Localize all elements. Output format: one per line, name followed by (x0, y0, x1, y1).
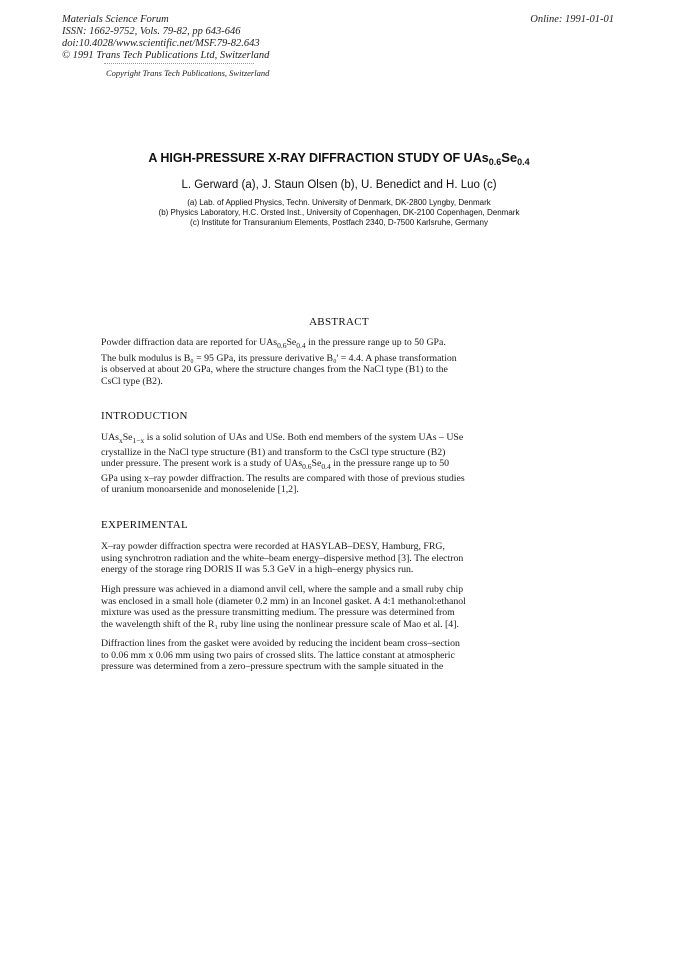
text-span: in the pressure range up to 50 GPa. (305, 337, 446, 348)
doi-line: doi:10.4028/www.scientific.net/MSF.79-82.643 (62, 38, 260, 49)
experimental-paragraph-2 (101, 584, 571, 630)
abstract-line: The bulk modulus is B₀ = 95 GPa, its pressure derivative B₀' = 4.4. A phase transformation (101, 352, 457, 364)
text-span: under pressure. The present work is a study of UAs (101, 458, 303, 469)
introduction-text (101, 432, 571, 496)
title-sub-2: 0.4 (517, 157, 530, 167)
online-date: Online: 1991-01-01 (530, 14, 614, 25)
intro-line: of uranium monoarsenide and monoselenide [1,2]. (101, 484, 299, 495)
abstract-line: is observed at about 20 GPa, where the structure changes from the NaCl type (B1) to the (101, 364, 448, 375)
exp-line: X–ray powder diffraction spectra were recorded at HASYLAB–DESY, Hamburg, FRG, (101, 541, 445, 552)
abstract-line (101, 337, 571, 349)
exp-line: energy of the storage ring DORIS II was 5.3 GeV in a high–energy physics run. (101, 564, 414, 575)
experimental-paragraph-3 (101, 638, 571, 673)
exp-line: High pressure was achieved in a diamond anvil cell, where the sample and a small ruby chip (101, 584, 464, 595)
exp-line: the wavelength shift of the R₁ ruby line using the nonlinear pressure scale of Mao et al. [4]. (101, 618, 459, 630)
subscript: x (118, 436, 123, 445)
experimental-paragraph-1 (101, 541, 571, 576)
intro-line: crystallize in the NaCl type structure (B1) and transform to the CsCl type structure (B2) (101, 446, 446, 458)
paper-title (0, 150, 678, 167)
intro-line (101, 432, 571, 444)
intro-line: GPa using x–ray powder diffraction. The results are compared with those of previous studies (101, 472, 465, 484)
text-span: UAs (101, 432, 119, 443)
exp-line: was enclosed in a small hole (diameter 0.2 mm) in an Inconel gasket. A 4:1 methanol:ethanol (101, 595, 466, 607)
text-span: Se (286, 337, 297, 348)
copyright-line: Copyright Trans Tech Publications, Switzerland (106, 68, 270, 78)
separator-dots (104, 63, 254, 64)
journal-name: Materials Science Forum (62, 14, 169, 25)
rights-line: © 1991 Trans Tech Publications Ltd, Switzerland (62, 50, 270, 61)
exp-line: to 0.06 mm x 0.06 mm using two pairs of crossed slits. The lattice constant at atmospheric (101, 649, 455, 661)
exp-line: mixture was used as the pressure transmitting medium. The pressure was determined from (101, 607, 455, 618)
exp-line: Diffraction lines from the gasket were avoided by reducing the incident beam cross–section (101, 638, 460, 649)
affiliation-c: (c) Institute for Transuranium Elements, Postfach 2340, D-7500 Karlsruhe, Germany (190, 218, 488, 227)
text-span: is a solid solution of UAs and USe. Both end members of the system UAs – USe (144, 432, 464, 443)
exp-line: pressure was determined from a zero–pressure spectrum with the sample situated in the (101, 661, 444, 672)
author-list: L. Gerward (a), J. Staun Olsen (b), U. Benedict and H. Luo (c) (181, 179, 497, 191)
abstract-text (101, 337, 571, 387)
subscript: 0.4 (296, 341, 306, 350)
text-span: Se (311, 458, 322, 469)
title-main: A HIGH-PRESSURE X-RAY DIFFRACTION STUDY OF UAs (148, 151, 489, 165)
subscript: 0.4 (321, 462, 331, 471)
issn-line: ISSN: 1662-9752, Vols. 79-82, pp 643-646 (62, 26, 241, 37)
abstract-heading: ABSTRACT (309, 316, 369, 328)
subscript: 0.6 (277, 341, 287, 350)
text-span: Powder diffraction data are reported for UAs (101, 337, 278, 348)
title-sub-1: 0.6 (488, 157, 502, 167)
introduction-heading: INTRODUCTION (101, 410, 188, 422)
abstract-line: CsCl type (B2). (101, 375, 163, 387)
title-se: Se (501, 150, 518, 165)
text-span: Se (122, 432, 133, 443)
exp-line: using synchrotron radiation and the white–beam energy–dispersive method [3]. The electron (101, 552, 464, 564)
publication-info (62, 14, 422, 62)
subscript: 1−x (132, 436, 145, 445)
subscript: 0.6 (302, 462, 312, 471)
affiliation-b: (b) Physics Laboratory, H.C. Orsted Inst., University of Copenhagen, DK-2100 Copenhagen, Denmark (158, 208, 520, 217)
text-span: in the pressure range up to 50 (330, 458, 450, 469)
intro-line (101, 458, 571, 470)
affiliation-a: (a) Lab. of Applied Physics, Techn. University of Denmark, DK-2800 Lyngby, Denmark (187, 198, 491, 207)
experimental-heading: EXPERIMENTAL (101, 519, 189, 531)
